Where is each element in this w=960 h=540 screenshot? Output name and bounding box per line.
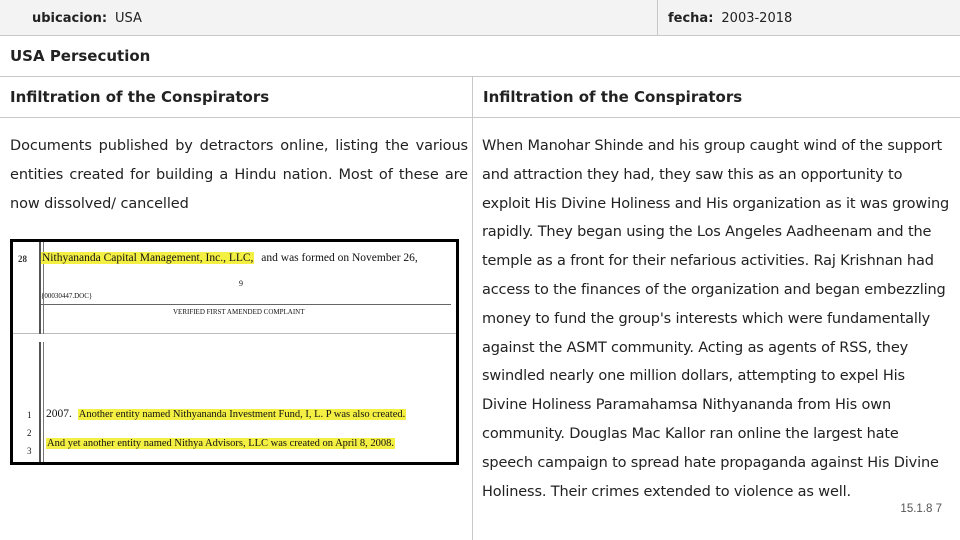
page-no: 9 bbox=[239, 279, 243, 288]
year-prefix: 2007. bbox=[46, 408, 72, 420]
left-column-heading: Infiltration of the Conspirators bbox=[0, 77, 473, 118]
document-excerpt-image bbox=[10, 239, 459, 465]
line-number: 1 bbox=[27, 410, 32, 420]
advisors-highlight: And yet another entity named Nithya Advisors, LLC was created on April 8, 2008. bbox=[47, 438, 395, 449]
header-row bbox=[0, 0, 960, 36]
line-number: 2 bbox=[27, 428, 32, 438]
location-label: ubicacion: bbox=[32, 10, 108, 26]
document-top-section bbox=[13, 242, 456, 334]
right-description: When Manohar Shinde and his group caught wind of the support and attraction they had, they saw this as an opportunity to exploit His Divine Holiness and His organization as it was growing rapidly. They began using the Los Angeles Aadheenam and the temple as a front for their nefarious activities. Raj Krishnan had access to the finances of the organization and began embezzling money to fund the group's interests which were fundamentally against the ASMT community. Acting as agents of RSS, they swindled nearly one million dollars, attempting to expel His Divine Holiness Paramahamsa Nithyananda from His own community. Douglas Mac Kallor ran online the largest hate speech campaign to spread hate propaganda against His Divine Holiness. Their crimes extended to violence as well. bbox=[482, 138, 950, 500]
right-column-body bbox=[473, 118, 960, 540]
complaint-title: VERIFIED FIRST AMENDED COMPLAINT bbox=[173, 308, 305, 316]
left-column-body bbox=[0, 118, 473, 540]
doc-ref: {00030447.DOC} bbox=[41, 292, 93, 300]
document-bottom-section bbox=[13, 342, 456, 462]
entity-highlight: Nithyananda Capital Management, Inc., LLC, bbox=[42, 252, 254, 264]
line-number: 28 bbox=[18, 254, 27, 264]
entity-rest: and was formed on November 26, bbox=[261, 252, 418, 264]
investment-fund-highlight: Another entity named Nithyananda Investment Fund, I, L. P was also created. bbox=[78, 409, 406, 420]
left-description: Documents published by detractors online, listing the various entities created for building a Hindu nation. Most of these are now dissolved/ cancelled bbox=[10, 138, 468, 212]
page-title: USA Persecution bbox=[0, 36, 960, 77]
line-number: 3 bbox=[27, 446, 32, 456]
location-value: USA bbox=[115, 10, 142, 26]
location-cell bbox=[0, 0, 658, 36]
date-cell bbox=[658, 0, 960, 36]
date-label: fecha: bbox=[668, 10, 714, 26]
right-column-heading: Infiltration of the Conspirators bbox=[473, 77, 960, 118]
date-value: 2003-2018 bbox=[721, 10, 793, 26]
page-number: 15.1.8 7 bbox=[900, 503, 942, 515]
